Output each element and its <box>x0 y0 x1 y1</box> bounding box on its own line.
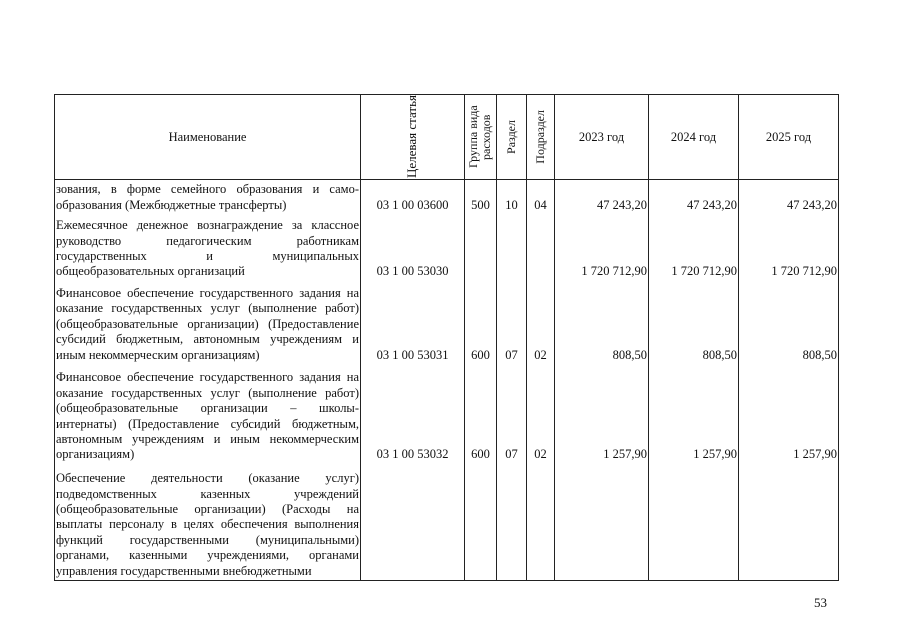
row-subsection: 04 <box>527 180 555 214</box>
header-expense-group <box>465 95 497 180</box>
table-row <box>55 214 839 281</box>
row-2024: 1 257,90 <box>649 364 739 464</box>
table-row <box>55 281 839 364</box>
row-group <box>465 464 497 581</box>
row-2025: 47 243,20 <box>739 180 839 214</box>
row-2025: 1 720 712,90 <box>739 214 839 281</box>
row-2025: 808,50 <box>739 281 839 364</box>
row-2024: 1 720 712,90 <box>649 214 739 281</box>
header-target-article <box>361 95 465 180</box>
header-target-article-label: Целевая статья <box>404 95 420 179</box>
header-subsection-label: Подраздел <box>532 110 547 164</box>
page-number: 53 <box>814 595 827 610</box>
table-row <box>55 180 839 214</box>
row-group: 500 <box>465 180 497 214</box>
row-section: 07 <box>497 281 527 364</box>
row-code: 03 1 00 53032 <box>361 364 465 464</box>
header-name: Наименование <box>55 95 361 180</box>
header-expense-group-label: Группа вида расходов <box>466 105 494 169</box>
row-name: Финансовое обеспечение государственного задания на оказание государственных услуг (выполнение работ) (общеобразовательные организации – школы-интернаты) (Предоставление субсидий бюджетным, автономным учреждениям и иным некоммерческим организациям) <box>55 364 361 464</box>
row-subsection <box>527 464 555 581</box>
row-section <box>497 464 527 581</box>
row-section <box>497 214 527 281</box>
row-2023: 1 720 712,90 <box>555 214 649 281</box>
row-2025 <box>739 464 839 581</box>
row-2025: 1 257,90 <box>739 364 839 464</box>
row-name: Финансовое обеспечение государственного задания на оказание государственных услуг (выполнение работ) (общеобразовательные организации) (Предоставление субсидий бюджетным, автономным учреждениям и иным некоммерческим организациям) <box>55 281 361 364</box>
row-2024: 47 243,20 <box>649 180 739 214</box>
header-section-label: Раздел <box>503 120 518 154</box>
row-group: 600 <box>465 281 497 364</box>
row-2024: 808,50 <box>649 281 739 364</box>
row-group <box>465 214 497 281</box>
row-section: 10 <box>497 180 527 214</box>
row-section: 07 <box>497 364 527 464</box>
row-2023: 47 243,20 <box>555 180 649 214</box>
table-row <box>55 464 839 581</box>
header-subsection <box>527 95 555 180</box>
header-2023: 2023 год <box>555 95 649 180</box>
row-name: Ежемесячное денежное вознаграждение за классное руководство педагогическим работникам государственных и муниципальных общеобразовательных организаций <box>55 214 361 281</box>
row-2023: 808,50 <box>555 281 649 364</box>
header-section <box>497 95 527 180</box>
row-subsection: 02 <box>527 281 555 364</box>
row-code <box>361 464 465 581</box>
row-code: 03 1 00 53030 <box>361 214 465 281</box>
table-row <box>55 364 839 464</box>
row-code: 03 1 00 53031 <box>361 281 465 364</box>
row-group: 600 <box>465 364 497 464</box>
row-subsection <box>527 214 555 281</box>
header-2024: 2024 год <box>649 95 739 180</box>
budget-table <box>54 94 839 581</box>
row-name: Обеспечение деятельности (оказание услуг) подведомственных казенных учреждений (общеобразовательные организации) (Расходы на выплаты персоналу в целях обеспечения выполнения функций государственными (муниципальными) органами, казенными учреждениями, органами управления государственными внебюджетными <box>55 464 361 581</box>
row-2024 <box>649 464 739 581</box>
row-subsection: 02 <box>527 364 555 464</box>
row-name: зования, в форме семейного образования и само-образования (Межбюджетные трансферты) <box>55 180 361 214</box>
row-2023: 1 257,90 <box>555 364 649 464</box>
table-header-row <box>55 95 839 180</box>
header-2025: 2025 год <box>739 95 839 180</box>
row-code: 03 1 00 03600 <box>361 180 465 214</box>
row-2023 <box>555 464 649 581</box>
